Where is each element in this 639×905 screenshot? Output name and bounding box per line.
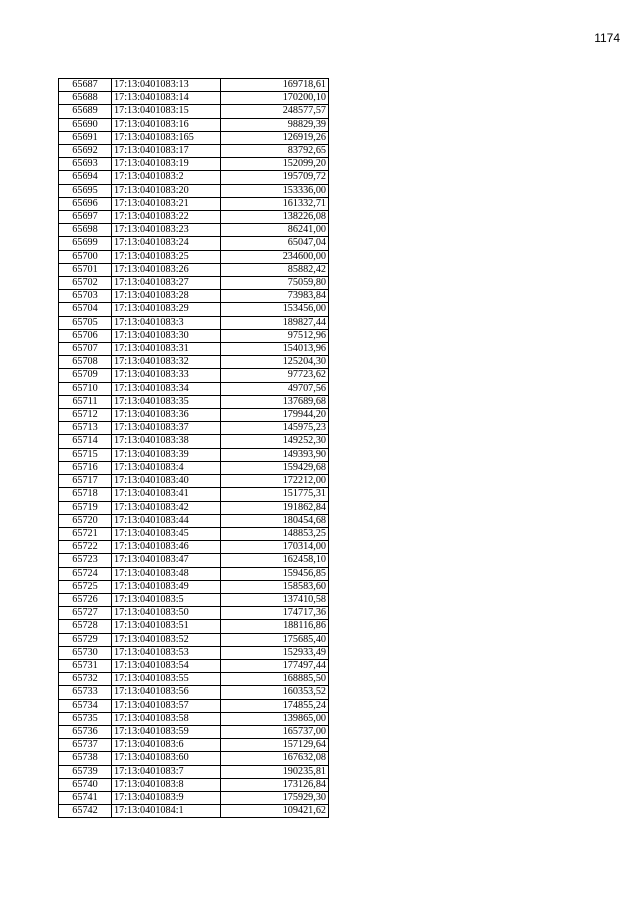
cadastral-value-cell: 153456,00	[221, 303, 329, 316]
row-number-cell: 65741	[59, 791, 112, 804]
cadastral-value-cell: 159429,68	[221, 461, 329, 474]
cadastral-number-cell: 17:13:0401083:22	[112, 211, 221, 224]
row-number-cell: 65733	[59, 686, 112, 699]
cadastral-value-cell: 167632,08	[221, 752, 329, 765]
row-number-cell: 65736	[59, 725, 112, 738]
table-row	[59, 765, 329, 778]
row-number-cell: 65734	[59, 699, 112, 712]
table-row	[59, 620, 329, 633]
cadastral-value-cell: 169718,61	[221, 79, 329, 92]
cadastral-value-cell: 180454,68	[221, 514, 329, 527]
row-number-cell: 65728	[59, 620, 112, 633]
table-row	[59, 92, 329, 105]
row-number-cell: 65740	[59, 778, 112, 791]
row-number-cell: 65735	[59, 712, 112, 725]
cadastral-number-cell: 17:13:0401083:30	[112, 329, 221, 342]
table-row	[59, 461, 329, 474]
row-number-cell: 65689	[59, 105, 112, 118]
table-row	[59, 567, 329, 580]
cadastral-number-cell: 17:13:0401083:20	[112, 184, 221, 197]
cadastral-number-cell: 17:13:0401083:50	[112, 607, 221, 620]
cadastral-value-cell: 162458,10	[221, 554, 329, 567]
cadastral-number-cell: 17:13:0401083:16	[112, 118, 221, 131]
cadastral-number-cell: 17:13:0401083:33	[112, 369, 221, 382]
cadastral-number-cell: 17:13:0401083:42	[112, 501, 221, 514]
row-number-cell: 65731	[59, 659, 112, 672]
cadastral-number-cell: 17:13:0401083:51	[112, 620, 221, 633]
cadastral-value-cell: 195709,72	[221, 171, 329, 184]
table-row	[59, 593, 329, 606]
cadastral-number-cell: 17:13:0401083:39	[112, 448, 221, 461]
cadastral-value-cell: 190235,81	[221, 765, 329, 778]
cadastral-number-cell: 17:13:0401083:24	[112, 237, 221, 250]
cadastral-value-cell: 151775,31	[221, 488, 329, 501]
cadastral-value-cell: 153336,00	[221, 184, 329, 197]
cadastral-number-cell: 17:13:0401083:25	[112, 250, 221, 263]
cadastral-value-cell: 179944,20	[221, 409, 329, 422]
cadastral-number-cell: 17:13:0401083:17	[112, 145, 221, 158]
table-row	[59, 356, 329, 369]
cadastral-number-cell: 17:13:0401083:32	[112, 356, 221, 369]
cadastral-value-cell: 97512,96	[221, 329, 329, 342]
cadastral-number-cell: 17:13:0401083:56	[112, 686, 221, 699]
row-number-cell: 65722	[59, 541, 112, 554]
row-number-cell: 65690	[59, 118, 112, 131]
cadastral-number-cell: 17:13:0401083:27	[112, 277, 221, 290]
table-row	[59, 303, 329, 316]
cadastral-number-cell: 17:13:0401083:40	[112, 475, 221, 488]
cadastral-value-cell: 157129,64	[221, 739, 329, 752]
cadastral-number-cell: 17:13:0401083:7	[112, 765, 221, 778]
table-row	[59, 739, 329, 752]
row-number-cell: 65706	[59, 329, 112, 342]
cadastral-value-cell: 160353,52	[221, 686, 329, 699]
cadastral-number-cell: 17:13:0401083:41	[112, 488, 221, 501]
row-number-cell: 65725	[59, 580, 112, 593]
page-number: 1174	[594, 31, 620, 45]
table-row	[59, 541, 329, 554]
cadastral-value-cell: 170200,10	[221, 92, 329, 105]
cadastral-number-cell: 17:13:0401083:37	[112, 422, 221, 435]
cadastral-number-cell: 17:13:0401083:13	[112, 79, 221, 92]
cadastral-number-cell: 17:13:0401083:58	[112, 712, 221, 725]
row-number-cell: 65727	[59, 607, 112, 620]
cadastral-number-cell: 17:13:0401083:49	[112, 580, 221, 593]
cadastral-number-cell: 17:13:0401083:21	[112, 197, 221, 210]
cadastral-value-cell: 138226,08	[221, 211, 329, 224]
cadastral-value-cell: 177497,44	[221, 659, 329, 672]
table-row	[59, 395, 329, 408]
table-row	[59, 435, 329, 448]
table-row	[59, 79, 329, 92]
table-row	[59, 673, 329, 686]
table-row	[59, 805, 329, 818]
cadastral-number-cell: 17:13:0401083:55	[112, 673, 221, 686]
cadastral-number-cell: 17:13:0401083:31	[112, 343, 221, 356]
cadastral-number-cell: 17:13:0401083:5	[112, 593, 221, 606]
cadastral-value-cell: 86241,00	[221, 224, 329, 237]
table-row	[59, 369, 329, 382]
cadastral-number-cell: 17:13:0401083:52	[112, 633, 221, 646]
cadastral-number-cell: 17:13:0401083:35	[112, 395, 221, 408]
row-number-cell: 65742	[59, 805, 112, 818]
table-row	[59, 211, 329, 224]
table-row	[59, 131, 329, 144]
row-number-cell: 65693	[59, 158, 112, 171]
table-row	[59, 501, 329, 514]
row-number-cell: 65699	[59, 237, 112, 250]
cadastral-value-table	[58, 78, 329, 818]
cadastral-value-cell: 137410,58	[221, 593, 329, 606]
table-row	[59, 633, 329, 646]
cadastral-value-cell: 188116,86	[221, 620, 329, 633]
cadastral-number-cell: 17:13:0401083:165	[112, 131, 221, 144]
row-number-cell: 65707	[59, 343, 112, 356]
cadastral-number-cell: 17:13:0401083:2	[112, 171, 221, 184]
cadastral-value-cell: 49707,56	[221, 382, 329, 395]
cadastral-value-cell: 165737,00	[221, 725, 329, 738]
cadastral-value-cell: 174855,24	[221, 699, 329, 712]
row-number-cell: 65696	[59, 197, 112, 210]
cadastral-value-cell: 152099,20	[221, 158, 329, 171]
cadastral-value-cell: 125204,30	[221, 356, 329, 369]
row-number-cell: 65712	[59, 409, 112, 422]
cadastral-number-cell: 17:13:0401083:15	[112, 105, 221, 118]
cadastral-value-cell: 170314,00	[221, 541, 329, 554]
cadastral-value-cell: 158583,60	[221, 580, 329, 593]
cadastral-number-cell: 17:13:0401083:46	[112, 541, 221, 554]
cadastral-number-cell: 17:13:0401083:44	[112, 514, 221, 527]
cadastral-value-cell: 168885,50	[221, 673, 329, 686]
cadastral-number-cell: 17:13:0401083:47	[112, 554, 221, 567]
cadastral-value-cell: 98829,39	[221, 118, 329, 131]
row-number-cell: 65732	[59, 673, 112, 686]
table-row	[59, 686, 329, 699]
table-row	[59, 250, 329, 263]
table-row	[59, 752, 329, 765]
row-number-cell: 65716	[59, 461, 112, 474]
table-row	[59, 237, 329, 250]
cadastral-number-cell: 17:13:0401083:53	[112, 646, 221, 659]
table-row	[59, 514, 329, 527]
table-row	[59, 409, 329, 422]
row-number-cell: 65726	[59, 593, 112, 606]
row-number-cell: 65692	[59, 145, 112, 158]
cadastral-value-cell: 97723,62	[221, 369, 329, 382]
row-number-cell: 65720	[59, 514, 112, 527]
row-number-cell: 65694	[59, 171, 112, 184]
cadastral-number-cell: 17:13:0401083:59	[112, 725, 221, 738]
row-number-cell: 65687	[59, 79, 112, 92]
cadastral-value-cell: 173126,84	[221, 778, 329, 791]
table-body	[59, 79, 329, 818]
table-row	[59, 448, 329, 461]
cadastral-number-cell: 17:13:0401083:60	[112, 752, 221, 765]
row-number-cell: 65714	[59, 435, 112, 448]
table-row	[59, 580, 329, 593]
row-number-cell: 65710	[59, 382, 112, 395]
cadastral-value-cell: 172212,00	[221, 475, 329, 488]
table-row	[59, 488, 329, 501]
cadastral-value-cell: 149393,90	[221, 448, 329, 461]
cadastral-number-cell: 17:13:0401083:19	[112, 158, 221, 171]
row-number-cell: 65695	[59, 184, 112, 197]
row-number-cell: 65713	[59, 422, 112, 435]
row-number-cell: 65691	[59, 131, 112, 144]
table-row	[59, 712, 329, 725]
table-row	[59, 263, 329, 276]
cadastral-number-cell: 17:13:0401083:26	[112, 263, 221, 276]
row-number-cell: 65738	[59, 752, 112, 765]
cadastral-value-cell: 85882,42	[221, 263, 329, 276]
cadastral-value-cell: 109421,62	[221, 805, 329, 818]
table-row	[59, 184, 329, 197]
cadastral-number-cell: 17:13:0401083:36	[112, 409, 221, 422]
cadastral-number-cell: 17:13:0401083:4	[112, 461, 221, 474]
cadastral-value-cell: 137689,68	[221, 395, 329, 408]
row-number-cell: 65698	[59, 224, 112, 237]
cadastral-value-cell: 139865,00	[221, 712, 329, 725]
table-row	[59, 791, 329, 804]
row-number-cell: 65718	[59, 488, 112, 501]
cadastral-value-cell: 83792,65	[221, 145, 329, 158]
cadastral-value-cell: 189827,44	[221, 316, 329, 329]
table-row	[59, 382, 329, 395]
table-row	[59, 197, 329, 210]
table-row	[59, 554, 329, 567]
cadastral-value-cell: 161332,71	[221, 197, 329, 210]
row-number-cell: 65702	[59, 277, 112, 290]
cadastral-number-cell: 17:13:0401083:29	[112, 303, 221, 316]
row-number-cell: 65688	[59, 92, 112, 105]
cadastral-number-cell: 17:13:0401084:1	[112, 805, 221, 818]
table-row	[59, 118, 329, 131]
table-row	[59, 607, 329, 620]
row-number-cell: 65721	[59, 527, 112, 540]
cadastral-number-cell: 17:13:0401083:34	[112, 382, 221, 395]
table-row	[59, 171, 329, 184]
cadastral-value-cell: 148853,25	[221, 527, 329, 540]
cadastral-value-cell: 191862,84	[221, 501, 329, 514]
row-number-cell: 65729	[59, 633, 112, 646]
table-row	[59, 145, 329, 158]
row-number-cell: 65724	[59, 567, 112, 580]
cadastral-value-cell: 152933,49	[221, 646, 329, 659]
table-row	[59, 277, 329, 290]
table-row	[59, 224, 329, 237]
cadastral-number-cell: 17:13:0401083:28	[112, 290, 221, 303]
cadastral-value-cell: 154013,96	[221, 343, 329, 356]
cadastral-value-cell: 234600,00	[221, 250, 329, 263]
table-row	[59, 105, 329, 118]
cadastral-value-cell: 126919,26	[221, 131, 329, 144]
cadastral-value-cell: 145975,23	[221, 422, 329, 435]
cadastral-number-cell: 17:13:0401083:48	[112, 567, 221, 580]
table-row	[59, 659, 329, 672]
cadastral-value-cell: 175685,40	[221, 633, 329, 646]
row-number-cell: 65719	[59, 501, 112, 514]
table-row	[59, 422, 329, 435]
table-row	[59, 646, 329, 659]
table-row	[59, 699, 329, 712]
cadastral-value-cell: 75059,80	[221, 277, 329, 290]
cadastral-number-cell: 17:13:0401083:57	[112, 699, 221, 712]
cadastral-number-cell: 17:13:0401083:54	[112, 659, 221, 672]
table-row	[59, 158, 329, 171]
row-number-cell: 65700	[59, 250, 112, 263]
cadastral-value-cell: 73983,84	[221, 290, 329, 303]
row-number-cell: 65705	[59, 316, 112, 329]
cadastral-value-cell: 159456,85	[221, 567, 329, 580]
row-number-cell: 65730	[59, 646, 112, 659]
table-row	[59, 778, 329, 791]
row-number-cell: 65701	[59, 263, 112, 276]
table-row	[59, 329, 329, 342]
cadastral-value-cell: 149252,30	[221, 435, 329, 448]
row-number-cell: 65739	[59, 765, 112, 778]
row-number-cell: 65715	[59, 448, 112, 461]
cadastral-number-cell: 17:13:0401083:9	[112, 791, 221, 804]
row-number-cell: 65711	[59, 395, 112, 408]
cadastral-number-cell: 17:13:0401083:45	[112, 527, 221, 540]
row-number-cell: 65709	[59, 369, 112, 382]
cadastral-number-cell: 17:13:0401083:8	[112, 778, 221, 791]
table-row	[59, 725, 329, 738]
table-row	[59, 527, 329, 540]
cadastral-number-cell: 17:13:0401083:6	[112, 739, 221, 752]
row-number-cell: 65737	[59, 739, 112, 752]
cadastral-number-cell: 17:13:0401083:3	[112, 316, 221, 329]
cadastral-value-cell: 175929,30	[221, 791, 329, 804]
row-number-cell: 65697	[59, 211, 112, 224]
row-number-cell: 65703	[59, 290, 112, 303]
cadastral-number-cell: 17:13:0401083:14	[112, 92, 221, 105]
cadastral-number-cell: 17:13:0401083:23	[112, 224, 221, 237]
table-row	[59, 316, 329, 329]
cadastral-number-cell: 17:13:0401083:38	[112, 435, 221, 448]
cadastral-value-cell: 65047,04	[221, 237, 329, 250]
cadastral-value-cell: 248577,57	[221, 105, 329, 118]
cadastral-value-cell: 174717,36	[221, 607, 329, 620]
table-row	[59, 475, 329, 488]
table-row	[59, 343, 329, 356]
row-number-cell: 65717	[59, 475, 112, 488]
row-number-cell: 65704	[59, 303, 112, 316]
row-number-cell: 65708	[59, 356, 112, 369]
table-row	[59, 290, 329, 303]
row-number-cell: 65723	[59, 554, 112, 567]
